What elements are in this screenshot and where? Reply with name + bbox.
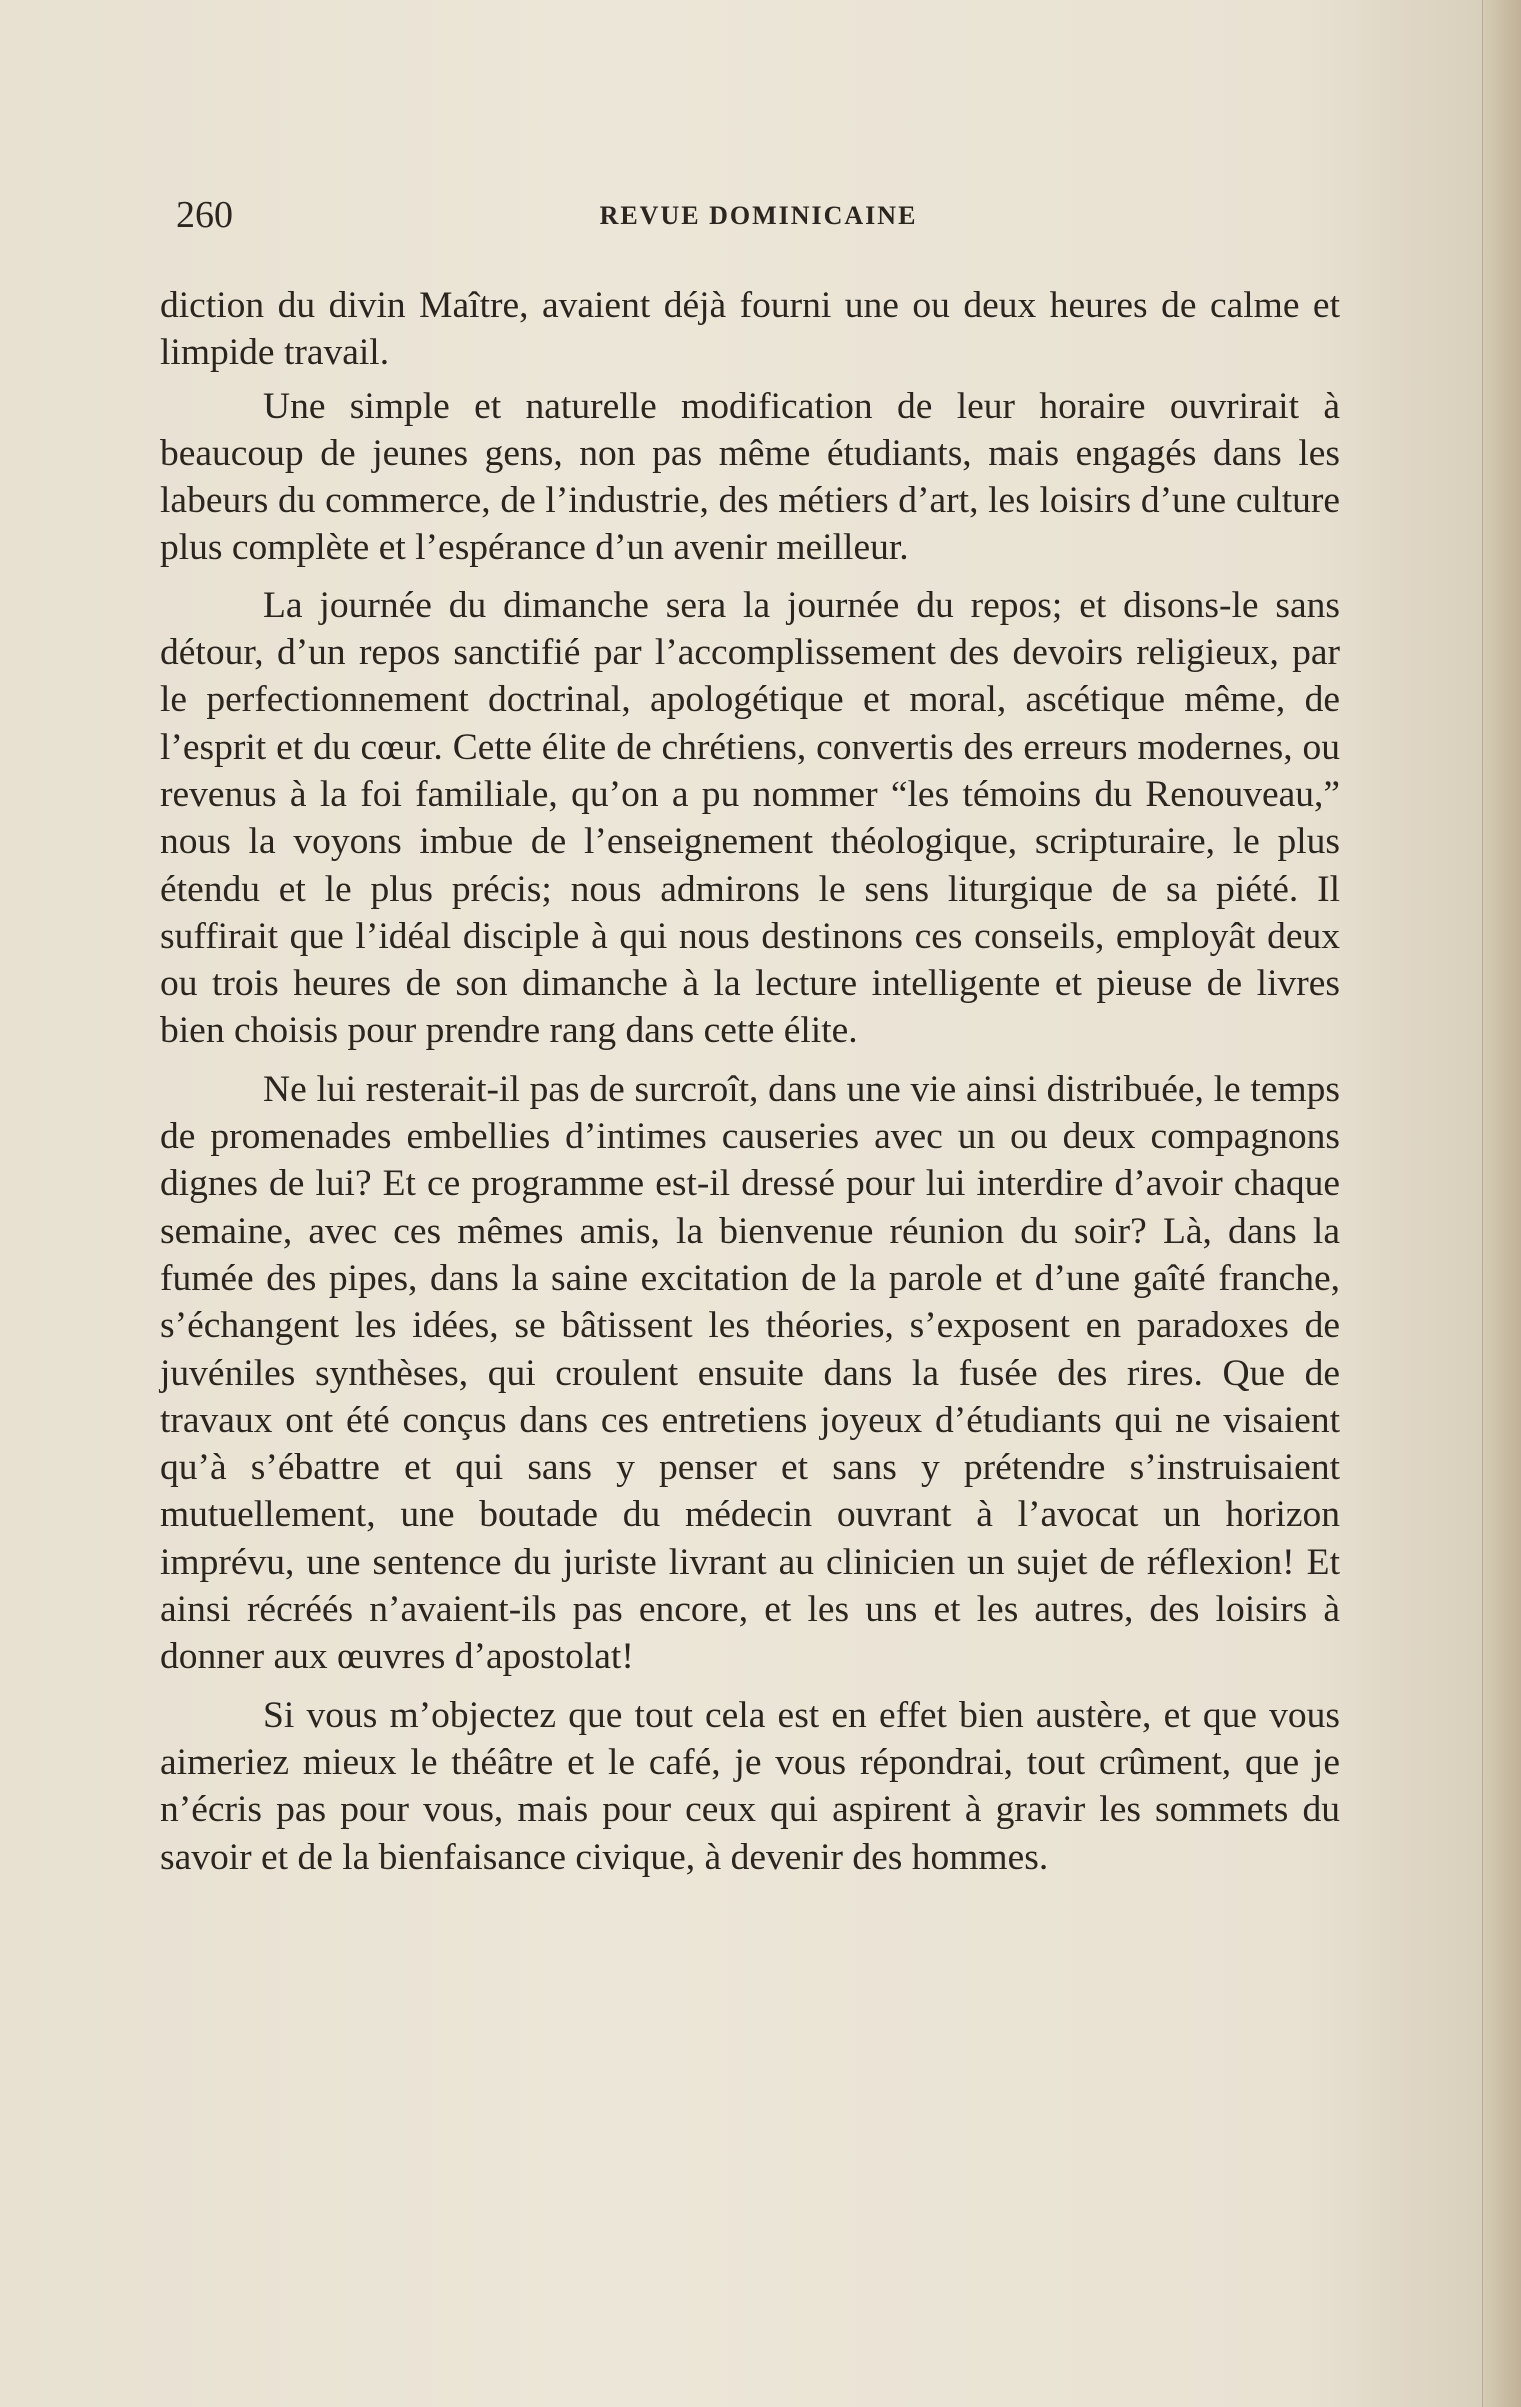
body-text — [160, 282, 1340, 1881]
paragraph-3: La journée du dimanche sera la journée du repos; et disons-le sans détour, d’un repos sanctifié par l’accomplissement des devoirs religieux, par le perfectionnement doctrinal, apologétique et moral, ascétique même, de l’esprit et du cœur. Cette élite de chrétiens, convertis des erreurs modernes, ou revenus à la foi familiale, qu’on a pu nommer “les témoins du Renouveau,” nous la voyons imbue de l’enseignement théologique, scripturaire, le plus étendu et le plus précis; nous admirons le sens liturgique de sa piété. Il suffirait que l’idéal disciple à qui nous destinons ces conseils, employât deux ou trois heures de son dimanche à la lecture intelligente et pieuse de livres bien choisis pour prendre rang dans cette élite. — [160, 584, 1340, 1052]
page-binding-edge — [1482, 0, 1521, 2407]
paragraph-1: diction du divin Maître, avaient déjà fourni une ou deux heures de calme et limpide travail. — [160, 285, 1340, 374]
paragraph-4: Ne lui resterait-il pas de surcroît, dans une vie ainsi distribuée, le temps de promenades embellies d’intimes causeries avec un ou deux compagnons dignes de lui? Et ce programme est-il dressé pour lui interdire d’avoir chaque semaine, avec ces mêmes amis, la bienvenue réunion du soir? Là, dans la fumée des pipes, dans la saine excitation de la parole et d’une gaîté franche, s’échangent les idées, se bâtissent les théories, s’exposent en paradoxes de juvéniles synthèses, qui croulent ensuite dans la fusée des rires. Que de travaux ont été conçus dans ces entretiens joyeux d’étudiants qui ne visaient qu’à s’ébattre et qui sans y penser et sans y prétendre s’instruisaient mutuellement, une boutade du médecin ouvrant à l’avocat un horizon imprévu, une sentence du juriste livrant au clinicien un sujet de réflexion! Et ainsi récréés n’avaient-ils pas encore, et les uns et les autres, des loisirs à donner aux œuvres d’apostolat! — [160, 1068, 1340, 1678]
paragraph-2: Une simple et naturelle modification de leur horaire ouvrirait à beaucoup de jeunes gens, non pas même étudiants, mais engagés dans les labeurs du commerce, de l’industrie, des métiers d’art, les loisirs d’une culture plus complète et l’espérance d’un avenir meilleur. — [160, 385, 1340, 569]
page-header — [176, 190, 1341, 240]
running-title: REVUE DOMINICAINE — [599, 201, 918, 230]
page-number: 260 — [176, 194, 233, 236]
paragraph-5: Si vous m’objectez que tout cela est en effet bien austère, et que vous aimeriez mieux le théâtre et le café, je vous répondrai, tout crûment, que je n’écris pas pour vous, mais pour ceux qui aspirent à gravir les sommets du savoir et de la bienfaisance civique, à devenir des hommes. — [160, 1694, 1340, 1878]
